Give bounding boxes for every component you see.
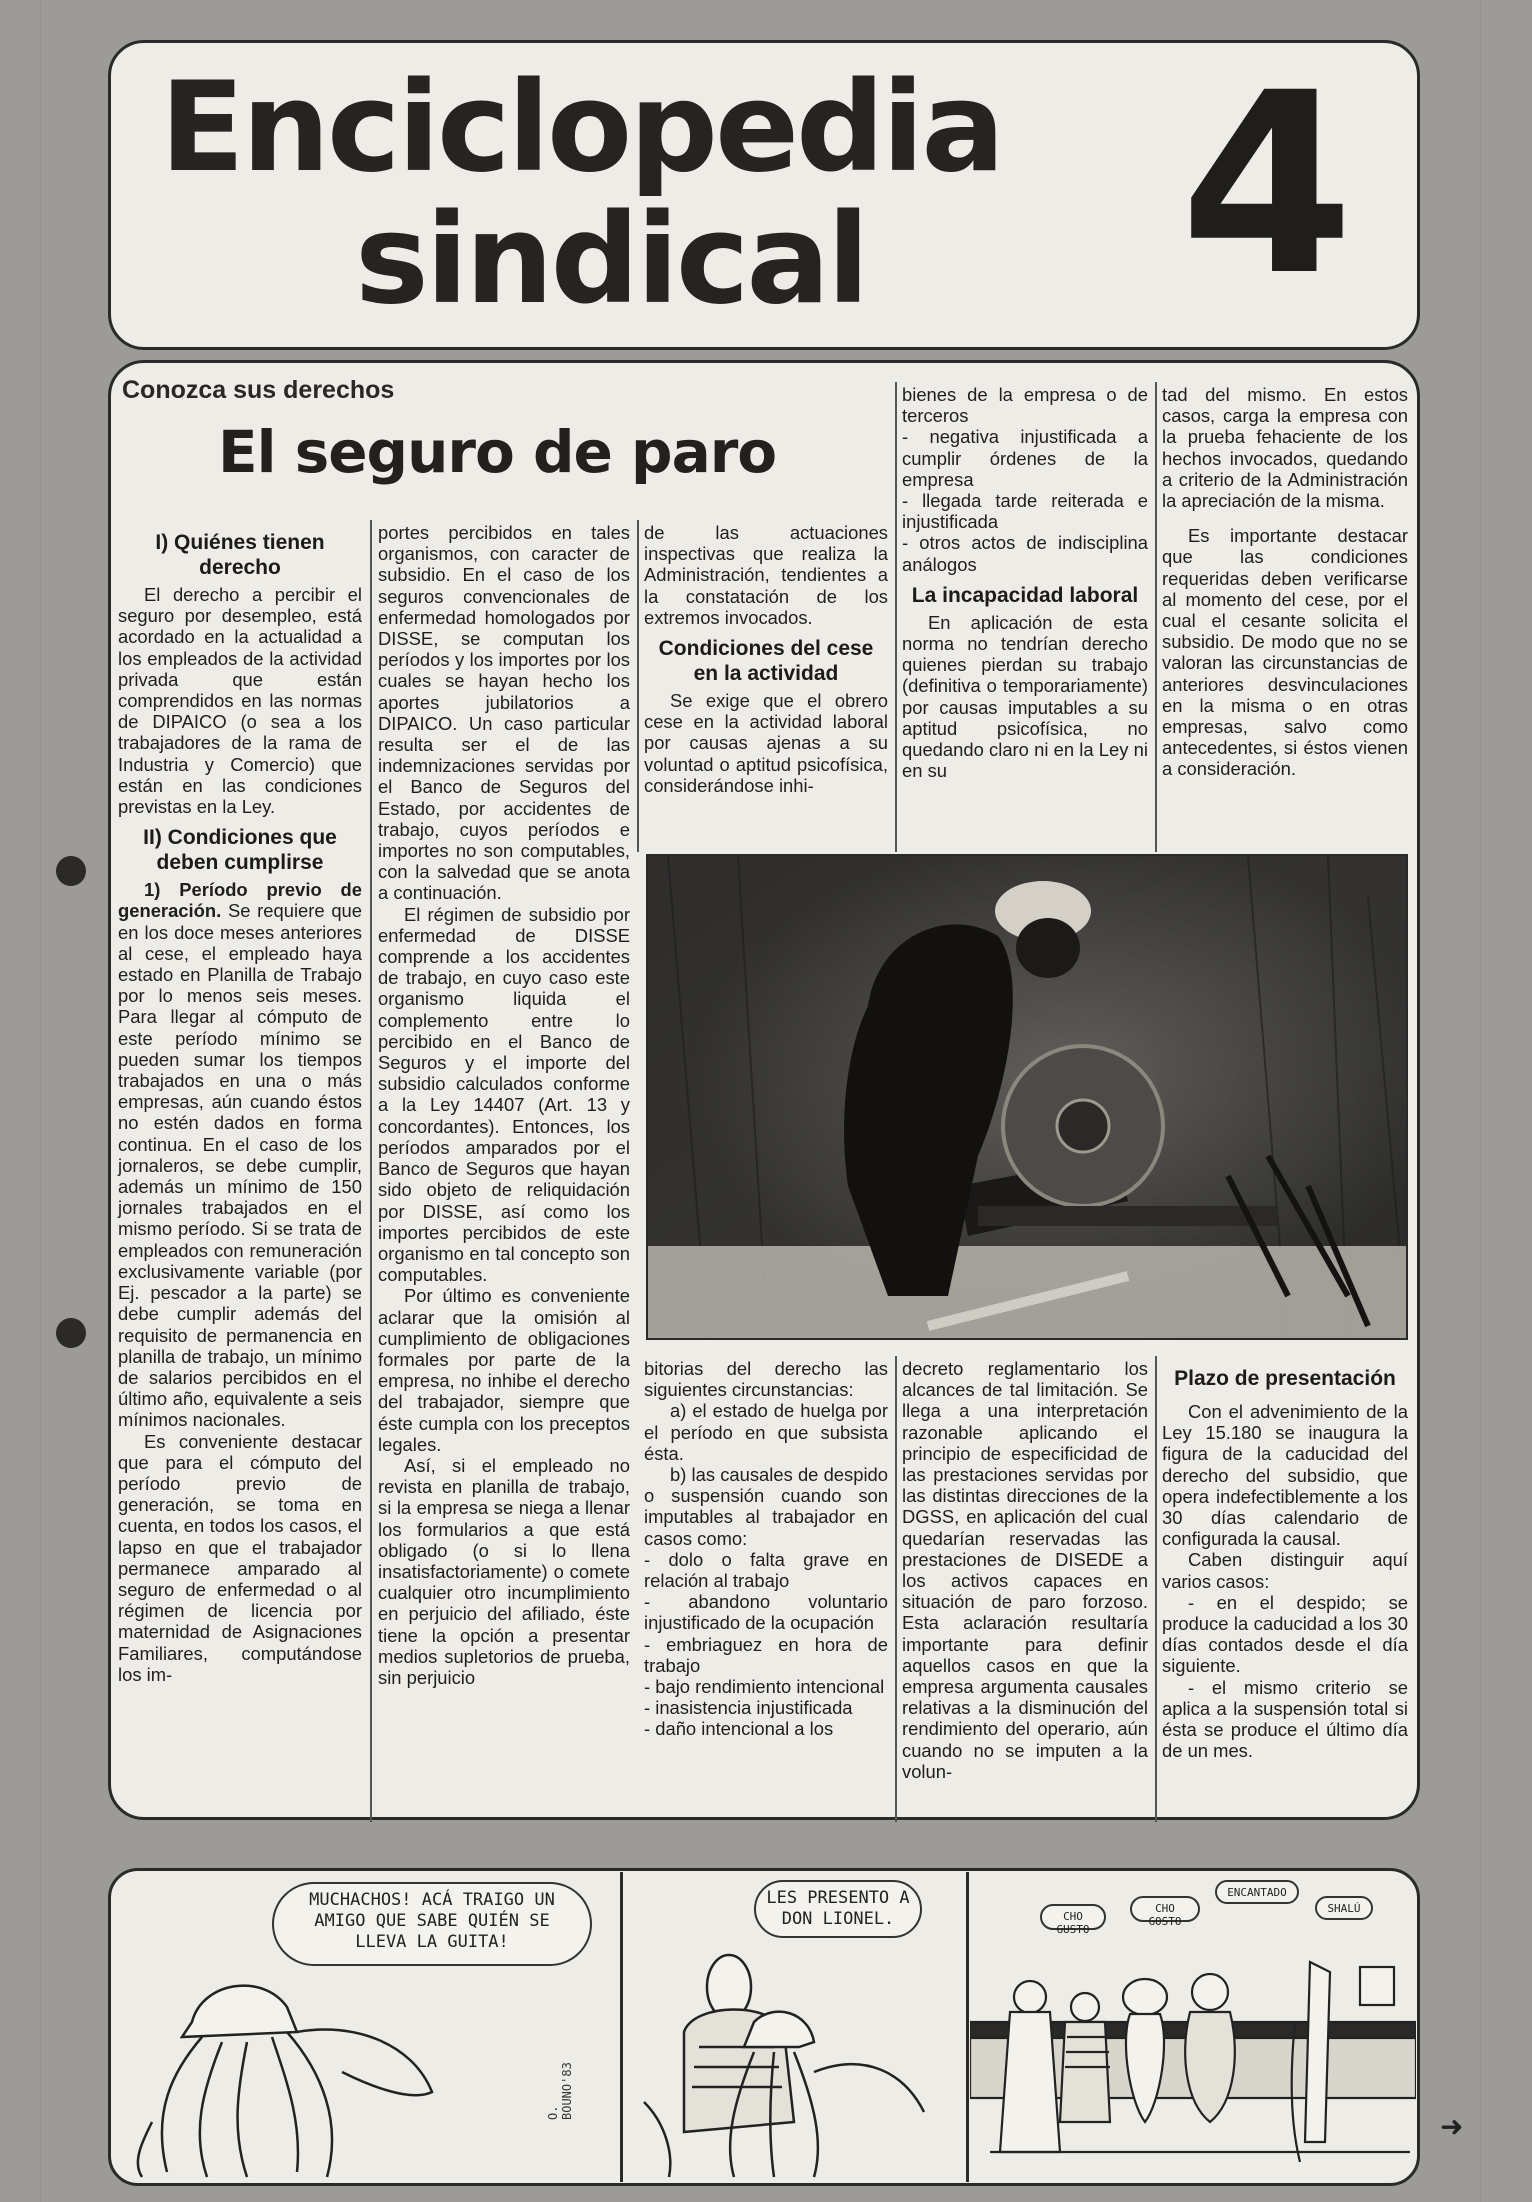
list-item: - dolo o falta grave en relación al trabajo xyxy=(644,1548,888,1592)
paragraph: Es importante destacar que las condiciones requeridas deben verificarse al momento del cese, por el cual el cesante solicita el subsidio. De modo que no se valoran las circunstancias de anteriores desvinculaciones en la misma o en otras empresas, salvo como antecedentes, si éstos vienen a consideración. xyxy=(1162,525,1408,780)
section-heading: Plazo de presentación xyxy=(1174,1367,1396,1390)
section-heading: Condiciones del cese en la actividad xyxy=(658,637,874,686)
paragraph: El régimen de subsidio por enfermedad de DISSE comprende a los accidentes de trabajo, en cuyo caso este organismo liquida el complemento entre lo percibido en el Banco de Seguros y el importe del subsidio calculados conforme a la Ley 14407 (Art. 13 y concordantes). Entonces, los períodos amparados por el Banco de Seguros que hayan sido objeto de reliquidación por DISSE, así como los importes percibidos de este organismo en tal concepto son computables. xyxy=(378,903,630,1286)
column-rule xyxy=(895,382,897,852)
speech-bubble: ENCANTADO xyxy=(1215,1880,1299,1904)
section-heading: La incapacidad laboral xyxy=(911,583,1139,607)
masthead-title-line1: Enciclopedia xyxy=(160,56,1002,200)
list-item: - negativa injustificada a cumplir órdenes de la empresa xyxy=(902,426,1148,490)
list-item: - embriaguez en hora de trabajo xyxy=(644,1633,888,1676)
comic-panel-1 xyxy=(112,1872,618,2182)
paragraph: - en el despido; se produce la caducidad a los 30 días contados desde el día siguiente. xyxy=(1162,1591,1408,1677)
article-column-5-top xyxy=(1162,384,1408,780)
list-item: - inasistencia injustificada xyxy=(644,1697,853,1719)
punch-hole xyxy=(56,1318,86,1348)
column-rule xyxy=(637,520,639,852)
article-headline: El seguro de paro xyxy=(218,418,777,486)
article-column-1 xyxy=(118,522,362,1685)
paragraph-body: Se requiere que en los doce meses anteriores al cese, el empleado haya estado en Planilla de Trabajo por lo menos seis meses. Para llegar al cómputo de este período mínimo se pueden sumar los tiempos trabajados en una o más empresas, aún cuando éstos no estén dados en forma continua. En el caso de los jornaleros, se debe cumplir, además un mínimo de 150 jornales trabajados en el mismo período. Si se trata de empleados con remuneración exclusivamente variable (por Ej. pescador a la parte) se debe cumplir además del requisito de permanencia en planilla de trabajo, un mínimo de salarios percibidos en el último año, equivalente a seis mínimos nacionales. xyxy=(118,900,362,1431)
comic-panel-3 xyxy=(970,1872,1416,2182)
list-item: - llegada tarde reiterada e injustificada xyxy=(902,490,1148,533)
comic-panel-divider xyxy=(966,1872,969,2182)
list-item: b) las causales de despido o suspensión cuando son imputables al trabajador en casos como: xyxy=(644,1464,888,1549)
paragraph: En aplicación de esta norma no tendrían derecho quienes pierdan su trabajo (definitiva o temporariamente) por causas imputables a su aptitud psicofísica, no quedando claro ni en la Ley ni en su xyxy=(902,611,1148,782)
article-column-4-bottom xyxy=(902,1358,1148,1782)
speech-bubble: MUCHACHOS! ACÁ TRAIGO UN AMIGO QUE SABE QUIÉN SE LLEVA LA GUITA! xyxy=(272,1882,592,1966)
paragraph: bienes de la empresa o de terceros xyxy=(902,384,1148,427)
section-heading: I) Quiénes tienen derecho xyxy=(155,531,325,579)
issue-number: 4 xyxy=(1180,39,1354,330)
paragraph: Por último es conveniente aclarar que la omisión al cumplimiento de obligaciones formales por parte de la empresa, no inhibe el derecho del trabajador, siempre que éste cumpla con los preceptos legales. xyxy=(378,1285,630,1455)
article-column-5-bottom xyxy=(1162,1358,1408,1761)
speech-bubble: LES PRESENTO A DON LIONEL. xyxy=(754,1880,922,1938)
column-rule xyxy=(1155,1356,1157,1822)
continue-arrow-icon: ➜ xyxy=(1440,2111,1464,2142)
speech-bubble: SHALÚ xyxy=(1315,1896,1373,1920)
masthead-title-line2: sindical xyxy=(355,188,867,332)
speech-bubble: CHO GOSTO xyxy=(1130,1896,1200,1922)
paragraph: tad del mismo. En estos casos, carga la empresa con la prueba fehaciente de los hechos invocados, quedando a criterio de la Administración la apreciación de la misma. xyxy=(1162,384,1408,512)
paragraph: portes percibidos en tales organismos, con caracter de subsidio. En el caso de los seguros convencionales de enfermedad homologados por DISSE, se computan los períodos y los importes por los cuales se hayan hecho los aportes jubilatorios a DIPAICO. Un caso particular resulta ser el de las indemnizaciones servidas por el Banco de Seguros del Estado, por accidentes de trabajo, cuyos períodos e importes no son computables, con la salvedad que se anota a continuación. xyxy=(378,522,630,904)
paragraph: decreto reglamentario los alcances de tal limitación. Se llega a una interpretación razonable aplicando el principio de especificidad de las prestaciones servidas por las distintas direcciones de la DGSS, en aplicación del cual quedarían reservadas las prestaciones de DISEDE a los activos capaces en situación de paro forzoso. Esta aclaración resultaría importante para definir aquellos casos en que la empresa argumenta causales relativas a la disminución del rendimiento del operario, aún cuando no se imputen a la volun- xyxy=(902,1358,1148,1782)
paragraph-lead: 1) Período previo de generación. xyxy=(118,879,362,922)
list-item: - otros actos de indisciplina análogos xyxy=(902,532,1148,575)
paragraph: Con el advenimiento de la Ley 15.180 se inaugura la figura de la caducidad del derecho del subsidio, que opera indefectiblemente a los 30 días calendario de configurada la causal. xyxy=(1162,1401,1408,1550)
paragraph: de las actuaciones inspectivas que realiza la Administración, tendientes a la constatación de los extremos invocados. xyxy=(644,522,888,628)
paragraph: El derecho a percibir el seguro por desempleo, está acordado en la actualidad a los empleados de la actividad privada que están comprendidos en las normas de DIPAICO (o sea a los trabajadores de la rama de Industria y Comercio) que están en las condiciones previstas en la Ley. xyxy=(118,584,362,818)
paragraph xyxy=(118,879,362,1430)
paragraph: Se exige que el obrero cese en la actividad laboral por causas ajenas a su voluntad o aptitud psicofísica, considerándose inhi- xyxy=(644,690,888,796)
column-rule xyxy=(370,520,372,1822)
list-item: - bajo rendimiento intencional xyxy=(644,1676,885,1698)
column-rule xyxy=(1155,382,1157,852)
comic-signature: O. BOUNO'83 xyxy=(546,2062,574,2120)
column-rule xyxy=(895,1356,897,1822)
paragraph: Así, si el empleado no revista en planilla de trabajo, si la empresa se niega a llenar los formularios a que está obligado (o si lo llena insatisfactoriamente) o comete cualquier otro incumplimiento en perjuicio del afiliado, éste tiene la opción a presentar medios supletorios de prueba, sin perjuicio xyxy=(378,1454,630,1688)
list-item: a) el estado de huelga por el período en que subsista ésta. xyxy=(644,1400,888,1464)
article-column-3-bottom xyxy=(644,1358,888,1740)
paragraph: Caben distinguir aquí varios casos: xyxy=(1162,1549,1408,1592)
speech-bubble: CHO GUSTO xyxy=(1040,1904,1106,1930)
paragraph: Es conveniente destacar que para el cómputo del período previo de generación, se toma en cuenta, en todos los casos, el lapso en que el trabajador permanece amparado al seguro de enfermedad o al régimen de licencia por maternidad de Asignaciones Familiares, computándose los im- xyxy=(118,1430,362,1685)
section-heading: II) Condiciones que deben cumplirse xyxy=(143,826,337,875)
article-column-2 xyxy=(378,522,630,1688)
paragraph: bitorias del derecho las siguientes circunstancias: xyxy=(644,1358,888,1401)
comic-panel-2 xyxy=(624,1872,964,2182)
comic-panel-divider xyxy=(620,1872,623,2182)
article-column-4-top xyxy=(902,384,1148,781)
list-item: - daño intencional a los xyxy=(644,1718,834,1740)
worker-photo-illustration xyxy=(648,856,1408,1340)
masthead-title xyxy=(160,56,1140,332)
punch-hole xyxy=(56,856,86,886)
article-column-3-top xyxy=(644,522,888,796)
paragraph: - el mismo criterio se aplica a la suspensión total si ésta se produce el último día de un mes. xyxy=(1162,1676,1408,1762)
article-photo xyxy=(646,854,1408,1340)
list-item: - abandono voluntario injustificado de la ocupación xyxy=(644,1591,888,1634)
article-kicker: Conozca sus derechos xyxy=(122,376,395,404)
